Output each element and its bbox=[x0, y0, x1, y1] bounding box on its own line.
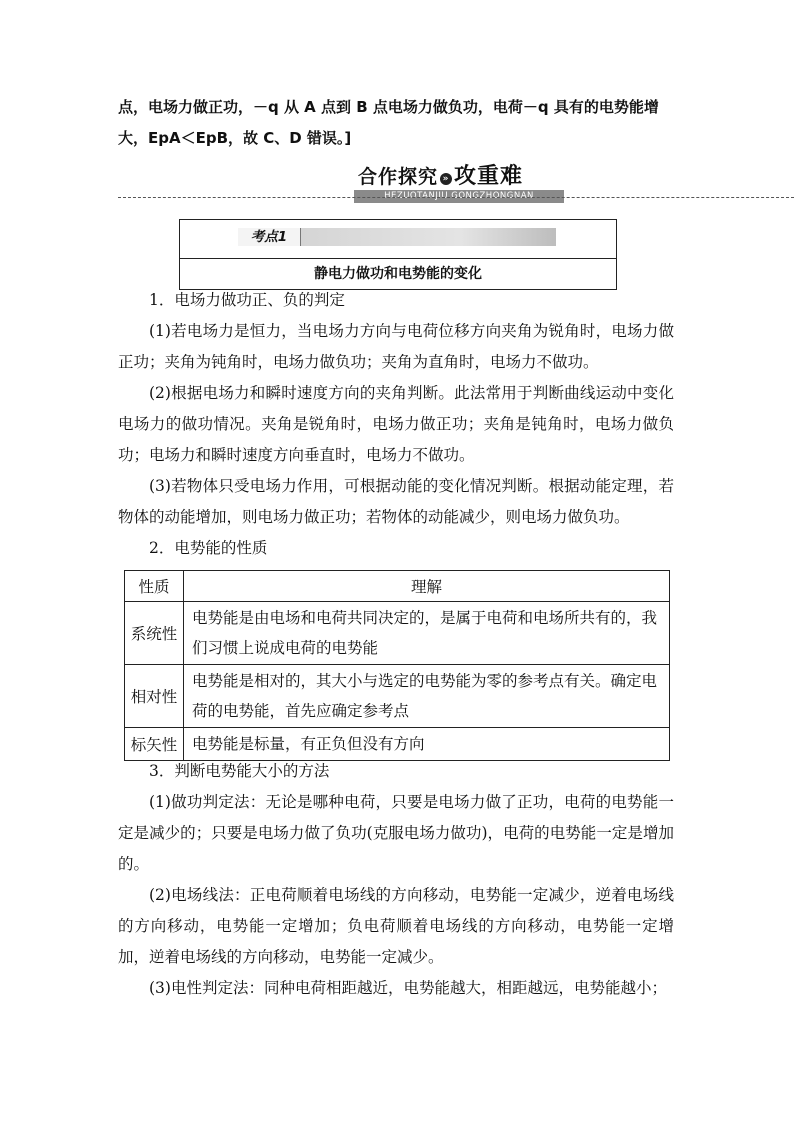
kaodian-box bbox=[179, 219, 617, 290]
banner-subtitle: HEZUOTANJIU GONGZHONGNAN bbox=[354, 190, 564, 203]
table-row bbox=[125, 602, 670, 665]
properties-table bbox=[124, 570, 670, 761]
table-header-cell: 性质 bbox=[125, 571, 184, 602]
table-cell-name: 相对性 bbox=[125, 665, 184, 728]
kaodian-tag: 考点1 bbox=[238, 228, 301, 246]
table-cell-desc: 电势能是由电场和电荷共同决定的，是属于电荷和电场所共有的，我们习惯上说成电荷的电势能 bbox=[184, 602, 670, 665]
double-chevron-icon: » bbox=[440, 173, 452, 185]
section1-paragraph-3: (3)若物体只受电场力作用，可根据动能的变化情况判断。根据动能定理，若物体的动能增加，则电场力做正功；若物体的动能减少，则电场力做负功。 bbox=[118, 477, 674, 526]
intro-line-1: 点，电场力做正功，－q 从 A 点到 B 点电场力做负功，电荷－q 具有的电势能增 bbox=[118, 98, 659, 116]
dashed-divider bbox=[118, 197, 794, 198]
section1-paragraph-1: (1)若电场力是恒力，当电场力方向与电荷位移方向夹角为锐角时，电场力做正功；夹角为钝角时，电场力做负功；夹角为直角时，电场力不做功。 bbox=[118, 322, 674, 371]
section-banner bbox=[118, 160, 794, 204]
section1-paragraph-2: (2)根据电场力和瞬时速度方向的夹角判断。此法常用于判断曲线运动中变化电场力的做功情况。夹角是锐角时，电场力做正功；夹角是钝角时，电场力做负功；电场力和瞬时速度方向垂直时，电场力不做功。 bbox=[118, 384, 674, 464]
table-row bbox=[125, 665, 670, 728]
section3-heading: 3．判断电势能大小的方法 bbox=[149, 762, 330, 780]
table-cell-name: 系统性 bbox=[125, 602, 184, 665]
section3-paragraph-1: (1)做功判定法：无论是哪种电荷，只要是电场力做了正功，电荷的电势能一定是减少的；只要是电场力做了负功(克服电场力做功)，电荷的电势能一定是增加的。 bbox=[118, 793, 674, 873]
banner-title-a: 合作探究 bbox=[358, 166, 439, 188]
intro-line-2: 大，EpA＜EpB，故 C、D 错误。] bbox=[118, 129, 352, 147]
table-cell-desc: 电势能是标量，有正负但没有方向 bbox=[184, 728, 670, 761]
table-header-cell: 理解 bbox=[184, 571, 670, 602]
banner-title bbox=[358, 160, 523, 194]
table-cell-desc: 电势能是相对的，其大小与选定的电势能为零的参考点有关。确定电荷的电势能，首先应确定参考点 bbox=[184, 665, 670, 728]
section3-paragraph-3: (3)电性判定法：同种电荷相距越近，电势能越大，相距越远，电势能越小； bbox=[149, 979, 667, 997]
section3-paragraph-2: (2)电场线法：正电荷顺着电场线的方向移动，电势能一定减少，逆着电场线的方向移动，电势能一定增加；负电荷顺着电场线的方向移动，电势能一定增加，逆着电场线的方向移动，电势能一定减少。 bbox=[118, 886, 674, 966]
section2-heading: 2．电势能的性质 bbox=[149, 539, 268, 557]
section1-heading: 1．电场力做功正、负的判定 bbox=[149, 291, 345, 309]
table-cell-name: 标矢性 bbox=[125, 728, 184, 761]
kaodian-tag-bar bbox=[238, 228, 556, 246]
banner-title-b: 攻重难 bbox=[454, 164, 524, 189]
kaodian-title: 静电力做功和电势能的变化 bbox=[314, 266, 482, 282]
table-header-row bbox=[125, 571, 670, 602]
